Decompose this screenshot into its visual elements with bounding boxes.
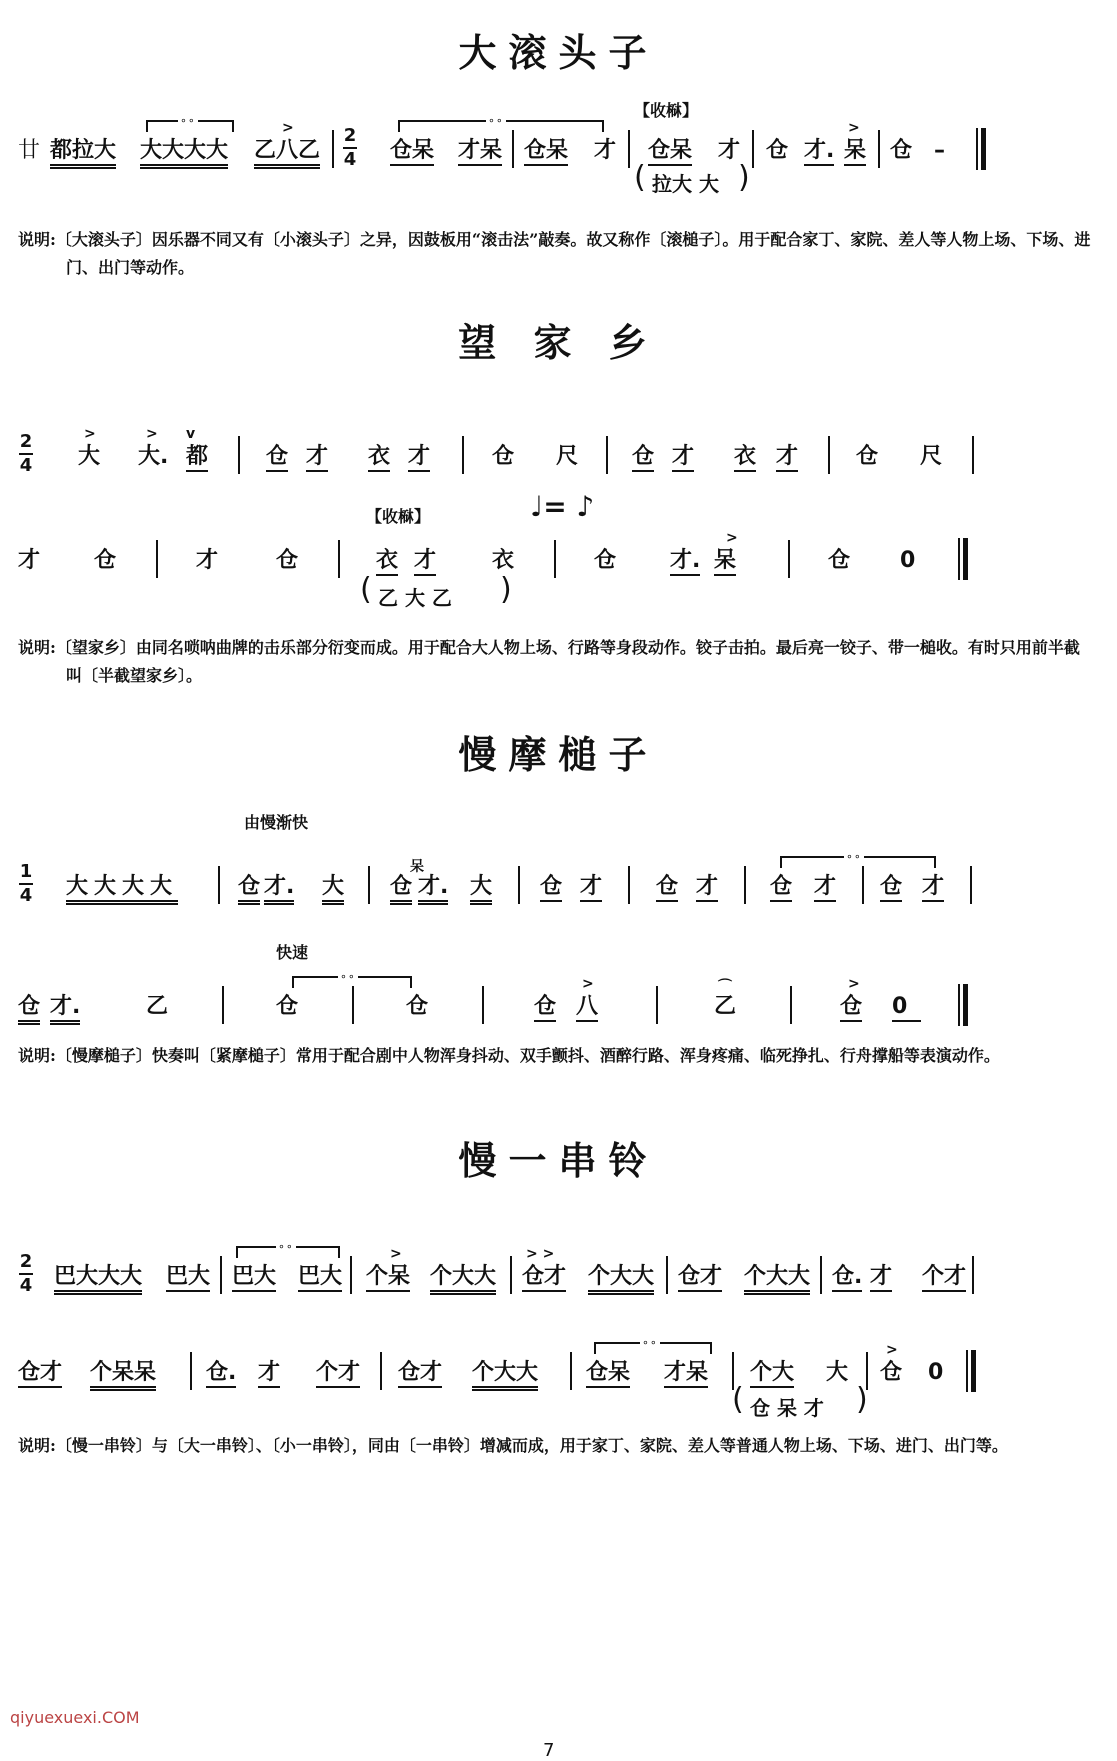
alternate-notes: 仓 呆 才 — [750, 1396, 824, 1420]
note: 大 — [78, 444, 101, 469]
note-group: 大大大大 — [66, 874, 178, 905]
barline — [878, 130, 880, 168]
section-note: 说明:〔慢一串铃〕与〔大一串铃〕、〔小一串铃〕，同由〔一串铃〕增减而成，用于家丁、家院、差人等普通人物上场、下场、进门、出门等。 — [18, 1436, 1008, 1455]
breath-mark: v — [186, 426, 196, 442]
note-group: 巴大大大 — [54, 1264, 142, 1295]
note: 仓 — [276, 548, 299, 573]
accent-mark: > — [848, 120, 860, 136]
barline — [368, 866, 370, 904]
final-barline — [966, 1350, 976, 1392]
accent-mark: > > — [526, 1246, 555, 1262]
note: 仓 — [94, 548, 117, 573]
note: 仓 — [406, 994, 429, 1019]
paren-close: ) — [856, 1382, 868, 1417]
note: 才 — [718, 138, 741, 163]
barline — [380, 1352, 382, 1390]
accent-mark: > — [84, 426, 96, 442]
note: 仓 — [492, 444, 515, 469]
note: 仓 — [18, 994, 40, 1025]
note: 仓 — [266, 444, 288, 472]
note: 仓 — [840, 994, 862, 1022]
tie-bracket: ∘∘ — [236, 1246, 340, 1258]
note: 仓才 — [18, 1360, 62, 1388]
note: 衣 — [492, 548, 515, 573]
section-title: 大滚头子 — [458, 30, 659, 75]
note: 仓 — [880, 1360, 903, 1385]
barline — [220, 1256, 222, 1294]
time-signature: 2 4 — [19, 1251, 33, 1296]
note: 仓. — [832, 1264, 862, 1292]
section-note: 说明:〔大滚头子〕因乐器不同又有〔小滚头子〕之异，因鼓板用“滚击法”敲奏。故又称作〔滚槌子〕。用于配合家丁、家院、差人等人物上场、下场、进门、出门等动作。 — [18, 230, 1091, 277]
note: 才. — [418, 874, 448, 905]
note: 仓. — [206, 1360, 236, 1388]
score-line — [14, 101, 1104, 196]
alternate-notes: 拉大 大 — [652, 172, 719, 196]
note: 仓 — [856, 444, 879, 469]
fermata-mark: ⌒ — [718, 979, 732, 995]
note: 衣 — [734, 444, 756, 472]
score-line — [14, 426, 1104, 486]
note: 才 — [258, 1360, 280, 1388]
barline — [628, 130, 630, 168]
barline — [238, 436, 240, 474]
note: 才 — [196, 548, 219, 573]
barline — [820, 1256, 822, 1294]
note: 仓才 — [398, 1360, 442, 1388]
note: 才 — [580, 874, 602, 902]
note: 都 — [186, 444, 208, 472]
note: 尺 — [920, 444, 943, 469]
note: 八 — [576, 994, 598, 1022]
note-group: 乙八乙 — [254, 138, 320, 169]
time-signature: 2 4 — [19, 431, 33, 476]
barline — [656, 986, 658, 1024]
barline — [862, 866, 864, 904]
barline — [972, 436, 974, 474]
note: 仓 — [632, 444, 654, 472]
note: 仓 — [770, 874, 792, 902]
barline — [352, 986, 354, 1024]
note: 个大大 — [472, 1360, 538, 1391]
note: 大 — [322, 874, 344, 905]
barline — [828, 436, 830, 474]
note: 才 — [594, 138, 617, 163]
note: 个呆 — [366, 1264, 410, 1292]
note: 0 — [900, 548, 916, 573]
barline — [788, 540, 790, 578]
note: 个才 — [316, 1360, 360, 1388]
barline — [972, 1256, 974, 1294]
note: 个大 — [750, 1360, 794, 1388]
accent-mark: > — [848, 976, 860, 992]
tempo-text: 快速 — [276, 943, 309, 962]
barline — [554, 540, 556, 578]
page-number: 7 — [543, 1740, 555, 1761]
paren-open: ( — [360, 572, 372, 607]
note: 才. — [264, 874, 294, 905]
paren-close: ) — [738, 160, 750, 195]
note: 衣 — [368, 444, 390, 472]
note: 仓 — [890, 138, 913, 163]
note: 才呆 — [664, 1360, 708, 1388]
note: 才 — [414, 548, 436, 576]
accent-mark: > — [726, 530, 738, 546]
section-note: 说明:〔望家乡〕由同名唢呐曲牌的击乐部分衍变而成。用于配合大人物上场、行路等身段动作。铰子击拍。最后亮一铰子、带一槌收。有时只用前半截叫〔半截望家乡〕。 — [18, 638, 1080, 685]
barline — [218, 866, 220, 904]
time-signature: 1 4 — [19, 861, 33, 906]
note: 大 — [470, 874, 492, 905]
score-line — [14, 1240, 1104, 1306]
barline — [744, 866, 746, 904]
barline — [190, 1352, 192, 1390]
accent-mark: > — [582, 976, 594, 992]
barline — [482, 986, 484, 1024]
tie-bracket: ∘∘ — [780, 856, 936, 868]
grace-note: 呆 — [410, 859, 424, 875]
note: 衣 — [376, 548, 398, 576]
tempo-text: 由慢渐快 — [244, 813, 309, 832]
tie-bracket: ∘∘ — [594, 1342, 712, 1354]
note: 仓才 — [678, 1264, 722, 1292]
note: – — [934, 138, 945, 163]
note: 才呆 — [458, 138, 502, 166]
note: 仓 — [880, 874, 902, 902]
note: 乙 — [146, 994, 169, 1019]
score-line — [14, 1336, 1104, 1420]
alternate-notes: 乙 大 乙 — [378, 586, 452, 610]
score-line — [14, 813, 1104, 916]
barline — [970, 866, 972, 904]
score-line — [14, 490, 1104, 610]
note: 仓 — [238, 874, 260, 905]
watermark: qiyuexuexi.COM — [10, 1708, 140, 1727]
note: 才 — [672, 444, 694, 472]
note: 仓 — [828, 548, 851, 573]
free-meter-mark: 廿 — [18, 138, 41, 163]
section-label: 【收㮟】 — [366, 507, 431, 526]
note: 仓 — [594, 548, 617, 573]
note: 仓 — [534, 994, 556, 1022]
final-barline — [976, 128, 986, 170]
barline — [156, 540, 158, 578]
note: 仓 — [540, 874, 562, 902]
barline — [752, 130, 754, 168]
tie-bracket: ∘∘ — [398, 120, 604, 132]
note: 仓呆 — [586, 1360, 630, 1388]
note: 个大大 — [588, 1264, 654, 1295]
barline — [462, 436, 464, 474]
note: 乙 — [714, 994, 737, 1019]
note: 个大大 — [744, 1264, 810, 1295]
note-group: 大大大大 — [140, 138, 228, 169]
note: 仓呆 — [524, 138, 568, 166]
section-title: 望 家 乡 — [458, 320, 659, 365]
section-title: 慢摩槌子 — [458, 732, 659, 777]
note: 才 — [922, 874, 944, 902]
note: 大. — [138, 444, 169, 469]
note-group: 都拉大 — [50, 138, 116, 169]
note: 仓 — [656, 874, 678, 902]
section-title: 慢一串铃 — [458, 1138, 659, 1183]
note: 个大大 — [430, 1264, 496, 1295]
barline — [338, 540, 340, 578]
barline — [332, 130, 334, 168]
note: 呆 — [844, 138, 866, 166]
note: 仓 — [390, 874, 412, 905]
note: 仓 — [276, 994, 299, 1019]
note: 才. — [670, 548, 700, 576]
score-line — [14, 943, 1104, 1036]
tie-bracket: ∘∘ — [146, 120, 234, 132]
note: 才 — [776, 444, 798, 472]
paren-open: ( — [634, 160, 646, 195]
accent-mark: > — [886, 1342, 898, 1358]
accent-mark: > — [146, 426, 158, 442]
note: 才 — [18, 548, 41, 573]
time-signature: 2 4 — [343, 125, 357, 170]
note: 才 — [870, 1264, 892, 1292]
note: 才 — [696, 874, 718, 902]
note: 才 — [814, 874, 836, 902]
paren-open: ( — [732, 1382, 744, 1417]
barline — [222, 986, 224, 1024]
barline — [512, 130, 514, 168]
final-barline — [958, 538, 968, 580]
barline — [570, 1352, 572, 1390]
note: 才. — [804, 138, 834, 166]
barline — [628, 866, 630, 904]
barline — [606, 436, 608, 474]
barline — [790, 986, 792, 1024]
note: 巴大 — [298, 1264, 342, 1292]
accent-mark: > — [390, 1246, 402, 1262]
note: 仓呆 — [648, 138, 692, 166]
barline — [350, 1256, 352, 1294]
note: 才 — [408, 444, 430, 472]
note: 大 — [826, 1360, 849, 1385]
section-note: 说明:〔慢摩槌子〕快奏叫〔紧摩槌子〕常用于配合剧中人物浑身抖动、双手颤抖、酒醉行路、浑身疼痛、临死挣扎、行舟撑船等表演动作。 — [18, 1046, 1000, 1065]
note: 巴大 — [166, 1264, 210, 1292]
note: 0 — [928, 1360, 944, 1385]
final-barline — [958, 984, 968, 1026]
note: 仓呆 — [390, 138, 434, 166]
note: 个呆呆 — [90, 1360, 156, 1391]
section-label: 【收㮟】 — [634, 101, 699, 120]
note: 仓才 — [522, 1264, 566, 1292]
barline — [510, 1256, 512, 1294]
note: 尺 — [556, 444, 579, 469]
note: 才. — [50, 994, 80, 1025]
barline — [666, 1256, 668, 1294]
tie-bracket: ∘∘ — [292, 976, 412, 988]
tempo-marking: ♩= ♪ — [530, 490, 595, 523]
note: 巴大 — [232, 1264, 276, 1292]
note: 个才 — [922, 1264, 966, 1292]
note: 0 — [892, 994, 921, 1022]
note: 才 — [306, 444, 328, 472]
barline — [518, 866, 520, 904]
accent-mark: > — [282, 120, 294, 136]
paren-close: ) — [500, 572, 512, 607]
note: 呆 — [714, 548, 736, 576]
note: 仓 — [766, 138, 789, 163]
